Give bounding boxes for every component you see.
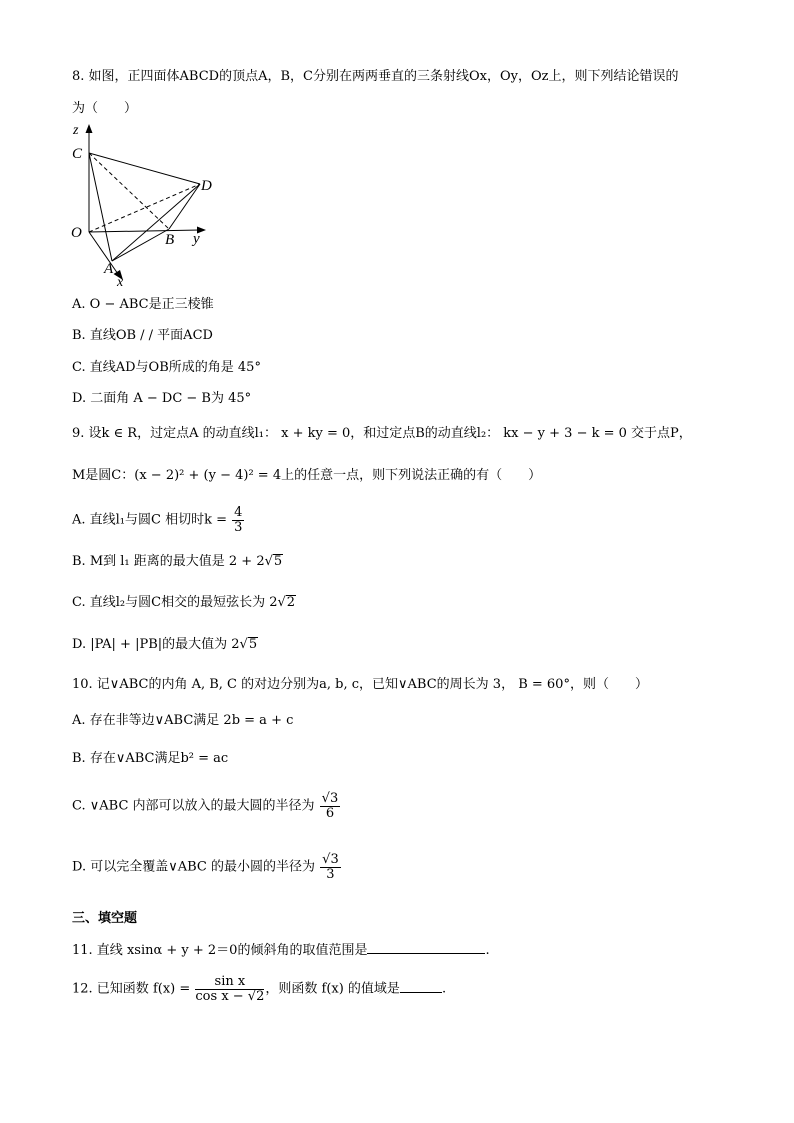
q10-option-d [72, 853, 342, 881]
tetrahedron-figure [68, 120, 228, 290]
label-z: z [73, 123, 79, 138]
q8-option-a: A. O − ABC是正三棱锥 [72, 297, 214, 312]
q8-stem-line2: 为（ ） [72, 101, 138, 116]
q9-option-d-text: D. |PA| + |PB|的最大值为 2 [72, 637, 240, 652]
q10-stem: 10. 记∨ABC的内角 A, B, C 的对边分别为a, b, c，已知∨ABC的周长为 3， B = 60°，则（ ） [72, 677, 648, 692]
edge-AB [112, 229, 169, 261]
q9-option-b-radicand: 5 [273, 554, 283, 569]
q9-option-d-radicand: 5 [248, 637, 258, 652]
fraction-denominator: 3 [234, 519, 243, 535]
label-D: D [201, 178, 212, 194]
z-axis-arrow [86, 124, 93, 133]
fraction-denominator: 6 [325, 805, 335, 821]
q12 [72, 975, 446, 1003]
fraction-denominator: 3 [326, 866, 335, 882]
edge-CA [89, 153, 112, 261]
fraction-denominator: cos x − √2 [195, 988, 265, 1004]
q8-stem-line1: 8. 如图，正四面体ABCD的顶点A，B，C分别在两两垂直的三条射线Ox，Oy，Oz上，则下列结论错误的 [72, 69, 679, 84]
q9-option-b: B. M到 l₁ 距离的最大值是 2 + 2√5 [72, 554, 283, 569]
q11-text: 11. 直线 xsinα + y + 2＝0的倾斜角的取值范围是 [72, 943, 368, 958]
q10-option-c [72, 792, 341, 820]
q10-option-d-fraction [320, 853, 341, 881]
q8-option-c: C. 直线AD与OB所成的角是 45° [72, 360, 261, 375]
q10-option-d-text: D. 可以完全覆盖∨ABC 的最小圆的半径为 [72, 859, 316, 875]
q10-option-c-text: C. ∨ABC 内部可以放入的最大圆的半径为 [72, 798, 315, 814]
q10-option-a: A. 存在非等边∨ABC满足 2b = a + c [72, 713, 294, 728]
q9-option-a-fraction [232, 506, 244, 534]
q9-option-c: C. 直线l₂与圆C相交的最短弦长为 2√2 [72, 595, 296, 610]
q10-option-b: B. 存在∨ABC满足b² = ac [72, 751, 229, 766]
q9-option-b-text: B. M到 l₁ 距离的最大值是 2 + 2 [72, 554, 265, 569]
q12-text: 12. 已知函数 f(x) = [72, 981, 191, 997]
fraction-numerator: sin x [195, 975, 264, 990]
q9-option-a-text: A. 直线l₁与圆C 相切时k = [72, 512, 228, 528]
label-C: C [72, 146, 83, 162]
q11-period: . [485, 943, 490, 958]
q9-option-c-radicand: 2 [286, 595, 296, 610]
q9-option-d: D. |PA| + |PB|的最大值为 2√5 [72, 637, 258, 652]
q9-stem-line2: M是圆C：(x − 2)² + (y − 4)² = 4上的任意一点，则下列说法正确的有（ ） [72, 468, 542, 483]
q12-answer-blank [400, 992, 442, 993]
q8-option-d: D. 二面角 A − DC − B为 45° [72, 391, 252, 406]
label-B: B [165, 232, 175, 248]
label-y: y [193, 231, 200, 247]
q12-period: . [441, 981, 447, 997]
edge-AD [112, 184, 200, 261]
fraction-numerator: √3 [322, 852, 339, 867]
q8-option-b: B. 直线OB / / 平面ACD [72, 328, 213, 343]
label-A: A [104, 261, 114, 277]
q10-option-c-fraction [320, 792, 341, 820]
q9-stem-line1: 9. 设k ∈ R，过定点A 的动直线l₁： x + ky = 0，和过定点B的动直线l₂： kx − y + 3 − k = 0 交于点P， [72, 426, 692, 441]
q12-fraction [195, 975, 264, 1003]
fraction-numerator: 4 [234, 505, 243, 520]
section-heading-fill-in: 三、填空题 [72, 911, 138, 926]
label-O: O [71, 225, 82, 241]
fraction-numerator: √3 [321, 791, 339, 806]
q11 [72, 944, 490, 957]
label-x: x [117, 275, 124, 290]
q9-option-a [72, 506, 245, 534]
q12-text-after: ，则函数 f(x) 的值域是 [265, 981, 400, 997]
q9-option-c-text: C. 直线l₂与圆C相交的最短弦长为 2 [72, 595, 278, 610]
q11-answer-blank [367, 953, 485, 954]
